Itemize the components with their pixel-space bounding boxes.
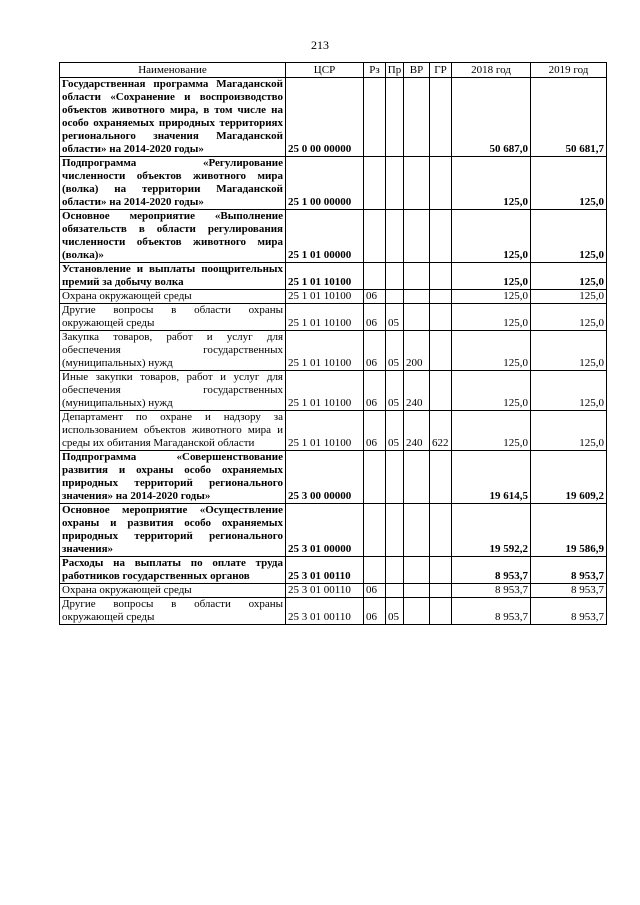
- row-pr: [386, 157, 404, 210]
- row-amount-2018: 125,0: [452, 290, 531, 304]
- row-vr: [404, 504, 430, 557]
- row-pr: [386, 210, 404, 263]
- row-vr: [404, 557, 430, 584]
- header-csr: ЦСР: [286, 63, 364, 78]
- row-rz: 06: [364, 411, 386, 451]
- row-amount-2019: 125,0: [531, 210, 607, 263]
- row-rz: [364, 78, 386, 157]
- header-rz: Рз: [364, 63, 386, 78]
- row-gr: [430, 584, 452, 598]
- row-pr: 05: [386, 304, 404, 331]
- row-vr: [404, 78, 430, 157]
- row-csr: 25 3 01 00110: [286, 584, 364, 598]
- table-row: [60, 304, 607, 331]
- header-vr: ВР: [404, 63, 430, 78]
- row-pr: 05: [386, 371, 404, 411]
- row-rz: [364, 557, 386, 584]
- row-vr: [404, 210, 430, 263]
- row-amount-2018: 125,0: [452, 304, 531, 331]
- row-pr: 05: [386, 331, 404, 371]
- row-amount-2018: 19 614,5: [452, 451, 531, 504]
- row-pr: 05: [386, 411, 404, 451]
- row-rz: [364, 263, 386, 290]
- row-csr: 25 3 01 00110: [286, 557, 364, 584]
- row-gr: [430, 371, 452, 411]
- row-csr: 25 1 01 10100: [286, 263, 364, 290]
- row-name: Основное мероприятие «Осуществление охраны и развития особо охраняемых природных территорий регионального значения»: [60, 504, 286, 557]
- row-gr: [430, 598, 452, 625]
- table-row: [60, 451, 607, 504]
- row-vr: [404, 598, 430, 625]
- row-name: Охрана окружающей среды: [60, 584, 286, 598]
- row-amount-2019: 125,0: [531, 411, 607, 451]
- row-rz: [364, 210, 386, 263]
- row-pr: [386, 504, 404, 557]
- row-amount-2018: 125,0: [452, 371, 531, 411]
- row-gr: [430, 157, 452, 210]
- row-vr: 240: [404, 371, 430, 411]
- row-csr: 25 1 01 10100: [286, 411, 364, 451]
- row-amount-2018: 19 592,2: [452, 504, 531, 557]
- row-pr: [386, 584, 404, 598]
- row-amount-2019: 8 953,7: [531, 557, 607, 584]
- row-amount-2019: 125,0: [531, 290, 607, 304]
- row-vr: [404, 157, 430, 210]
- row-rz: [364, 451, 386, 504]
- row-gr: [430, 331, 452, 371]
- row-amount-2019: 50 681,7: [531, 78, 607, 157]
- row-name: Другие вопросы в области охраны окружающей среды: [60, 304, 286, 331]
- header-2019: 2019 год: [531, 63, 607, 78]
- row-vr: 200: [404, 331, 430, 371]
- row-amount-2018: 50 687,0: [452, 78, 531, 157]
- row-csr: 25 1 00 00000: [286, 157, 364, 210]
- row-gr: [430, 304, 452, 331]
- row-gr: 622: [430, 411, 452, 451]
- row-gr: [430, 557, 452, 584]
- row-csr: 25 3 01 00110: [286, 598, 364, 625]
- row-amount-2019: 125,0: [531, 304, 607, 331]
- row-pr: [386, 290, 404, 304]
- row-gr: [430, 263, 452, 290]
- row-amount-2018: 125,0: [452, 331, 531, 371]
- row-gr: [430, 210, 452, 263]
- header-2018: 2018 год: [452, 63, 531, 78]
- row-amount-2018: 125,0: [452, 157, 531, 210]
- row-gr: [430, 451, 452, 504]
- header-name: Наименование: [60, 63, 286, 78]
- row-csr: 25 3 00 00000: [286, 451, 364, 504]
- row-amount-2018: 125,0: [452, 210, 531, 263]
- row-amount-2019: 19 586,9: [531, 504, 607, 557]
- row-name: Департамент по охране и надзору за использованием объектов животного мира и среды их обитания Магаданской области: [60, 411, 286, 451]
- row-csr: 25 1 01 00000: [286, 210, 364, 263]
- header-row: [60, 63, 607, 78]
- row-pr: [386, 557, 404, 584]
- row-pr: [386, 78, 404, 157]
- row-amount-2018: 8 953,7: [452, 598, 531, 625]
- row-amount-2019: 19 609,2: [531, 451, 607, 504]
- table-row: [60, 584, 607, 598]
- row-name: Другие вопросы в области охраны окружающей среды: [60, 598, 286, 625]
- row-amount-2019: 125,0: [531, 157, 607, 210]
- row-amount-2018: 8 953,7: [452, 584, 531, 598]
- row-rz: 06: [364, 331, 386, 371]
- table-row: [60, 598, 607, 625]
- row-amount-2019: 8 953,7: [531, 598, 607, 625]
- row-csr: 25 0 00 00000: [286, 78, 364, 157]
- table-row: [60, 78, 607, 157]
- table-row: [60, 210, 607, 263]
- row-name: Охрана окружающей среды: [60, 290, 286, 304]
- row-amount-2019: 125,0: [531, 263, 607, 290]
- page-number: 213: [311, 38, 329, 52]
- row-pr: [386, 263, 404, 290]
- table-row: [60, 371, 607, 411]
- table-row: [60, 263, 607, 290]
- table-row: [60, 504, 607, 557]
- budget-table: [59, 62, 607, 625]
- row-rz: [364, 157, 386, 210]
- row-name: Подпрограмма «Совершенствование развития и охраны особо охраняемых природных территорий регионального значения» на 2014-2020 годы»: [60, 451, 286, 504]
- row-gr: [430, 78, 452, 157]
- row-vr: [404, 290, 430, 304]
- row-name: Закупка товаров, работ и услуг для обеспечения государственных (муниципальных) нужд: [60, 331, 286, 371]
- row-gr: [430, 504, 452, 557]
- table-row: [60, 411, 607, 451]
- header-pr: Пр: [386, 63, 404, 78]
- row-name: Расходы на выплаты по оплате труда работников государственных органов: [60, 557, 286, 584]
- row-vr: [404, 304, 430, 331]
- row-vr: [404, 451, 430, 504]
- row-amount-2019: 125,0: [531, 371, 607, 411]
- row-name: Иные закупки товаров, работ и услуг для обеспечения государственных (муниципальных) нужд: [60, 371, 286, 411]
- row-csr: 25 1 01 10100: [286, 304, 364, 331]
- row-csr: 25 3 01 00000: [286, 504, 364, 557]
- row-amount-2018: 125,0: [452, 411, 531, 451]
- row-amount-2018: 8 953,7: [452, 557, 531, 584]
- row-pr: 05: [386, 598, 404, 625]
- row-amount-2018: 125,0: [452, 263, 531, 290]
- row-pr: [386, 451, 404, 504]
- row-vr: [404, 263, 430, 290]
- row-rz: 06: [364, 304, 386, 331]
- row-gr: [430, 290, 452, 304]
- header-gr: ГР: [430, 63, 452, 78]
- row-csr: 25 1 01 10100: [286, 290, 364, 304]
- table-row: [60, 290, 607, 304]
- row-amount-2019: 8 953,7: [531, 584, 607, 598]
- table-row: [60, 557, 607, 584]
- row-vr: 240: [404, 411, 430, 451]
- table-row: [60, 157, 607, 210]
- row-rz: 06: [364, 290, 386, 304]
- row-name: Установление и выплаты поощрительных премий за добычу волка: [60, 263, 286, 290]
- row-rz: 06: [364, 598, 386, 625]
- row-vr: [404, 584, 430, 598]
- row-name: Государственная программа Магаданской области «Сохранение и воспроизводство объектов животного мира, в том числе на особо охраняемых природных территориях регионального значения Магаданской области» на 2014-2020 годы»: [60, 78, 286, 157]
- row-csr: 25 1 01 10100: [286, 371, 364, 411]
- row-csr: 25 1 01 10100: [286, 331, 364, 371]
- row-name: Основное мероприятие «Выполнение обязательств в области регулирования численности объектов животного мира (волка)»: [60, 210, 286, 263]
- row-rz: 06: [364, 371, 386, 411]
- table-row: [60, 331, 607, 371]
- row-rz: 06: [364, 584, 386, 598]
- row-name: Подпрограмма «Регулирование численности объектов животного мира (волка) на территории Магаданской области» на 2014-2020 годы»: [60, 157, 286, 210]
- row-amount-2019: 125,0: [531, 331, 607, 371]
- row-rz: [364, 504, 386, 557]
